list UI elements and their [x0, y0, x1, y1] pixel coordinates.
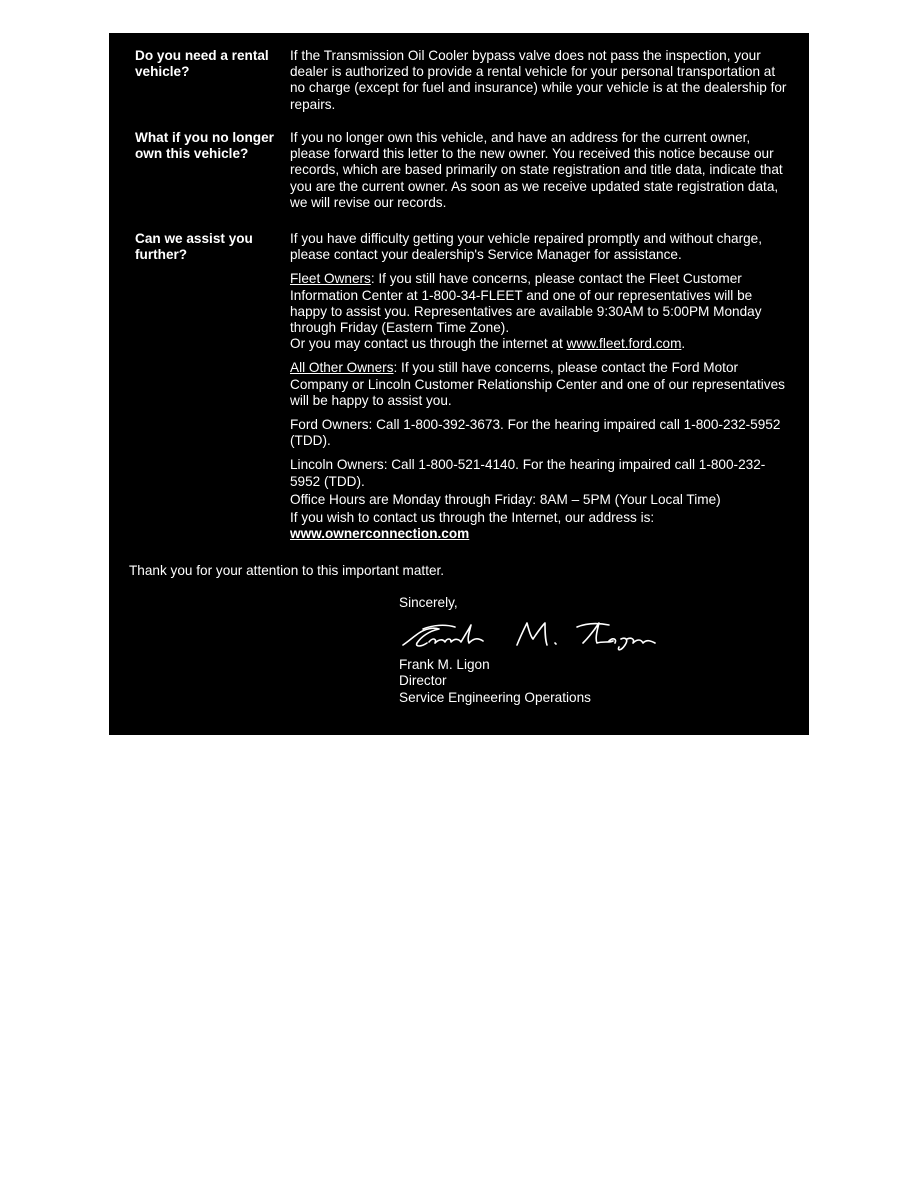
section-heading: Do you need a rental vehicle?: [135, 48, 269, 80]
rental-paragraph: If the Transmission Oil Cooler bypass valve does not pass the inspection, your dealer is authorized to provide a rental vehicle for your personal transportation at no charge (except for fuel and insurance) while your vehicle is at the dealership for repairs.: [290, 48, 787, 112]
fleet-owners-paragraph: [290, 271, 790, 352]
signer-title: Director: [399, 673, 447, 689]
other-owners-text: : If you still have concerns, please contact the Ford Motor Company or Lincoln Customer Relationship Center and one of our representatives will be happy to assist you.: [290, 360, 785, 408]
thank-you-line: Thank you for your attention to this important matter.: [129, 563, 445, 578]
signature-image: [399, 615, 659, 655]
section-body: [290, 231, 790, 550]
section-heading: What if you no longer own this vehicle?: [135, 130, 274, 162]
internet-paragraph: [290, 510, 790, 542]
ford-owners-line: Ford Owners: Call 1-800-392-3673. For the hearing impaired call 1-800-232-5952 (TDD).: [290, 417, 781, 449]
fleet-owners-label: Fleet Owners: [290, 271, 371, 287]
section-body: [290, 48, 790, 121]
letter-page: [109, 33, 809, 735]
assist-intro: If you have difficulty getting your vehicle repaired promptly and without charge, please contact your dealership's Service Manager for assistance.: [290, 231, 763, 263]
owner-connection-link[interactable]: www.ownerconnection.com: [290, 526, 470, 542]
lincoln-owners-line: Lincoln Owners: Call 1-800-521-4140. For the hearing impaired call 1-800-232-5952 (TDD).: [290, 457, 766, 489]
office-hours-line: Office Hours are Monday through Friday: 8AM – 5PM (Your Local Time): [290, 491, 721, 507]
fleet-web-prefix: Or you may contact us through the internet at: [290, 336, 567, 352]
other-owners-paragraph: [290, 360, 790, 409]
closing-block: [399, 595, 759, 706]
section-heading: Can we assist you further?: [135, 231, 253, 263]
fleet-web-link[interactable]: www.fleet.ford.com: [566, 336, 682, 352]
section-body: [290, 130, 790, 219]
fleet-owners-text: : If you still have concerns, please contact the Fleet Customer Information Center at 1-800-34-FLEET and one of our representatives will be happy to assist you. Representatives are available 9:30AM to 5:00PM Monday through Friday (Eastern Time Zone).: [290, 271, 762, 336]
fleet-web-suffix: .: [681, 336, 686, 352]
signer-name: Frank M. Ligon: [399, 657, 490, 673]
other-owners-label: All Other Owners: [290, 360, 394, 376]
internet-line: If you wish to contact us through the Internet, our address is:: [290, 510, 655, 526]
signer-department: Service Engineering Operations: [399, 689, 591, 705]
ownership-paragraph: If you no longer own this vehicle, and have an address for the current owner, please forward this letter to the new owner. You received this notice because our records, which are based primarily on state registration and title data, indicate that you are the current owner. As soon as we receive updated state registration data, we will revise our records.: [290, 130, 783, 210]
salutation: Sincerely,: [399, 595, 458, 610]
